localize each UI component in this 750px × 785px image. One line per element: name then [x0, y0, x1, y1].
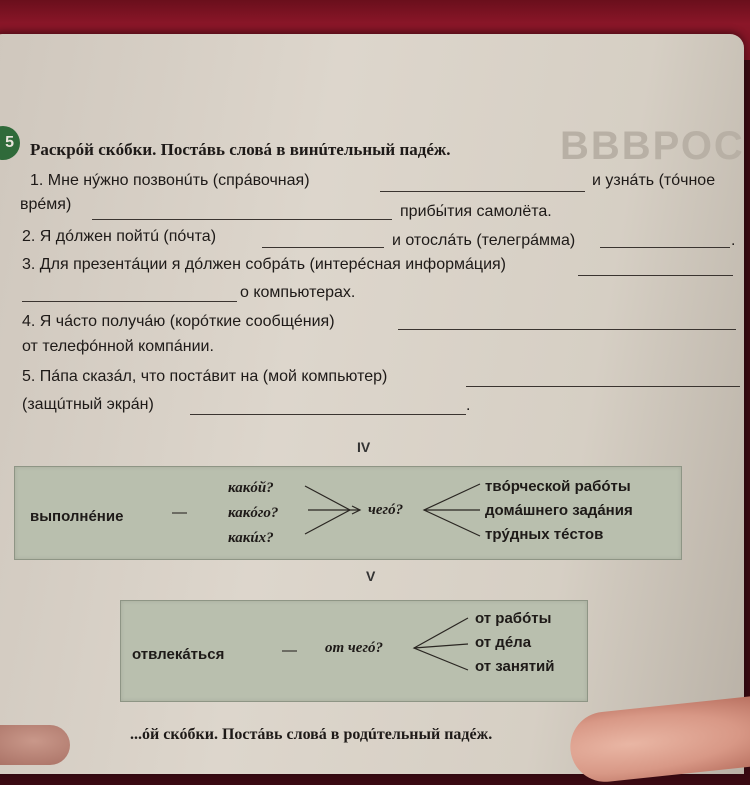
exercise-line-9c: .	[466, 397, 471, 414]
exercise-line-9a: (защúтный экрáн)	[22, 396, 154, 413]
section-iv-middle: чегó?	[368, 502, 404, 518]
exercise-line-3b: и отослáть (телегрáмма)	[392, 232, 576, 249]
next-exercise-title: ...óй скóбки. Постáвь словá в родúтельный падéж.	[130, 726, 493, 743]
exercise-line-4a: 3. Для презентáции я дóлжен собрáть (интерéсная информáция)	[22, 256, 507, 273]
section-iv-label: IV	[357, 439, 371, 455]
exercise-line-3a: 2. Я дóлжен пойтú (пóчта)	[22, 228, 217, 245]
section-iv-answer-1: твóрческой рабóты	[485, 478, 631, 495]
section-v-dash: —	[282, 642, 297, 659]
exercise-line-7a: от телефóнной компáнии.	[22, 338, 214, 355]
section-v-question: от чегó?	[325, 640, 383, 656]
section-v-label: V	[366, 568, 376, 584]
exercise-line-2a: врéмя)	[20, 196, 72, 213]
section-iv-question-3: какúх?	[228, 530, 274, 546]
bleed-through-title: ВВВРОС	[560, 124, 745, 168]
exercise-line-6a: 4. Я чáсто получáю (корóткие сообщéния)	[22, 313, 335, 330]
section-iv-head: выполнéние	[30, 508, 124, 525]
section-v-answer-3: от занятий	[475, 658, 555, 675]
exercise-line-3c: .	[731, 232, 736, 249]
exercise-line-5a: о компьютерах.	[240, 284, 356, 301]
section-iv-question-1: какóй?	[228, 480, 274, 496]
v-line	[414, 644, 468, 648]
exercise-title: Раскрóй скóбки. Постáвь словá в винúтельный падéж.	[30, 140, 451, 159]
exercise-line-1a: 1. Мне нýжно позвонúть (спрáвочная)	[30, 172, 310, 189]
section-iv-answer-3: трýдных тéстов	[485, 526, 604, 543]
exercise-line-1b: и узнáть (тóчное	[592, 172, 716, 189]
finger-left	[0, 725, 70, 765]
section-iv-question-2: какóго?	[228, 505, 279, 521]
section-v-answer-1: от рабóты	[475, 610, 552, 627]
exercise-line-8a: 5. Пáпа сказáл, что постáвит на (мой компьютер)	[22, 368, 388, 385]
exercise-line-2b: прибы́тия самолёта.	[400, 203, 552, 220]
section-v-head: отвлекáться	[132, 646, 225, 663]
section-iv-answer-2: домáшнего задáния	[485, 502, 633, 519]
section-iv-dash: —	[172, 504, 187, 521]
exercise-number-badge: 5	[0, 126, 20, 160]
section-v-answer-2: от дéла	[475, 634, 532, 651]
